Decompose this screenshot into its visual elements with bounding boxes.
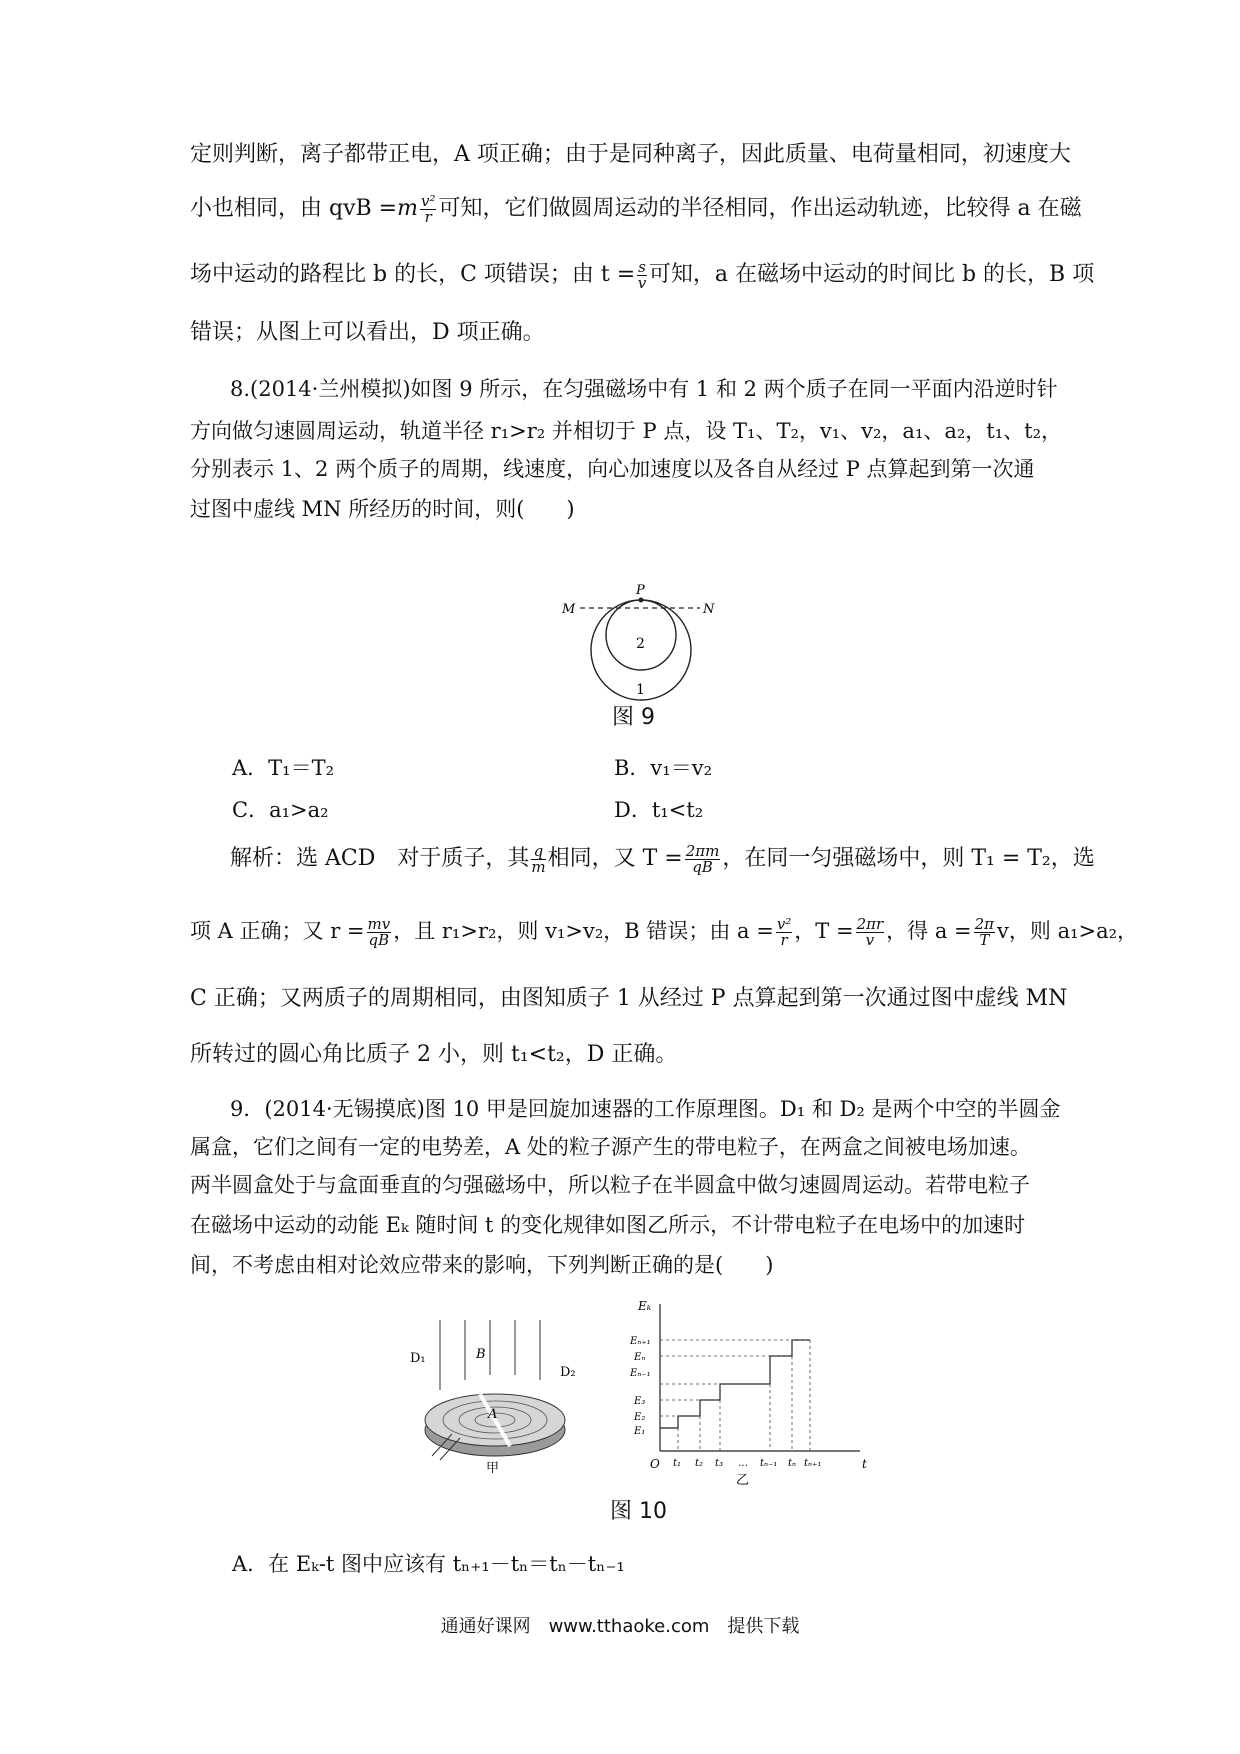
x-tick-label: tₙ	[788, 1458, 797, 1469]
q8-analysis-line-4: 所转过的圆心角比质子 2 小，则 t₁<t₂，D 正确。	[190, 1042, 678, 1067]
frac-num: s	[638, 257, 646, 276]
text: 场中运动的路程比 b 的长，C 项错误；由 t =	[190, 262, 636, 287]
fraction	[420, 191, 437, 226]
fraction	[776, 917, 793, 948]
x-tick-label: …	[738, 1458, 748, 1469]
q8-line-3: 分别表示 1、2 两个质子的周期，线速度，向心加速度以及各自从经过 P 点算起到第一次通	[190, 457, 1035, 481]
q8-option-c: C．a₁>a₂	[232, 798, 329, 822]
text: 项 A 正确；又 r =	[190, 919, 365, 943]
label-p: P	[636, 583, 645, 598]
x-tick-label: tₙ₋₁	[760, 1458, 778, 1469]
solution-line-2: 小也相同，由 qvB =m $\frac{\text{v²}}{r}$ 可知，它们做圆周运动的半径相同，作出运动轨迹，比较得 a 在磁	[190, 191, 1082, 226]
text: 相同，又 T =	[547, 846, 683, 871]
text: 可知，a 在磁场中运动的时间比 b 的长，B 项	[648, 262, 1095, 287]
fraction	[637, 257, 647, 292]
orbit-2	[606, 600, 676, 670]
frac-num: mv	[367, 915, 391, 933]
text: ，T =	[794, 919, 854, 943]
label-jia: 甲	[486, 1461, 500, 1476]
q9-line-5: 间，不考虑由相对论效应带来的影响，下列判断正确的是( )	[190, 1253, 774, 1277]
frac-den: r	[780, 931, 788, 949]
text: 可知，它们做圆周运动的半径相同，作出运动轨迹，比较得 a 在磁	[438, 196, 1082, 221]
x-tick-label: t₃	[715, 1458, 724, 1469]
frac-den: m	[531, 857, 546, 876]
label-b: B	[476, 1347, 486, 1362]
cyclotron-diagram	[410, 1320, 580, 1480]
frac-den: qB	[692, 857, 713, 876]
figure-9-circles	[560, 568, 720, 708]
frac-den: v	[637, 273, 647, 292]
solution-line-4: 错误；从图上可以看出，D 项正确。	[190, 320, 545, 345]
label-2: 2	[636, 636, 645, 652]
q8-line-4: 过图中虚线 MN 所经历的时间，则( )	[190, 497, 575, 521]
text: ，且 r₁>r₂，则 v₁>v₂，B 错误；由 a =	[393, 919, 774, 943]
page-footer: 通通好课网 www.tthaoke.com 提供下载	[440, 1616, 800, 1637]
ek-t-graph	[620, 1296, 870, 1486]
x-tick-label: t₂	[695, 1458, 704, 1469]
text: 解析：选 ACD 对于质子，其	[230, 846, 530, 871]
frac-den: qB	[368, 931, 390, 949]
x-tick-label: t₁	[673, 1458, 682, 1469]
figure-9-caption: 图 9	[612, 705, 655, 730]
origin-label: O	[650, 1457, 660, 1471]
ek-steps	[660, 1340, 810, 1428]
label-d2: D₂	[560, 1365, 576, 1380]
text: ，得 a =	[886, 919, 972, 943]
text: 小也相同，由 qvB =	[190, 196, 398, 221]
frac-num: v²	[776, 915, 792, 933]
text: v，则 a₁>a₂，	[997, 919, 1139, 943]
solution-line-3	[190, 257, 1095, 292]
q8-option-d: D．t₁<t₂	[614, 798, 704, 822]
q9-line-2: 属盒，它们之间有一定的电势差，A 处的粒子源产生的带电粒子，在两盒之间被电场加速。	[190, 1135, 1031, 1159]
label-d1: D₁	[410, 1351, 426, 1366]
point-p	[639, 598, 644, 603]
fraction	[974, 917, 995, 948]
y-tick-label: Eₙ	[634, 1352, 646, 1363]
label-yi: 乙	[736, 1473, 750, 1486]
frac-den: T	[979, 931, 990, 949]
frac-num: 2π	[974, 915, 995, 933]
y-axis-label: Eₖ	[638, 1299, 652, 1313]
frac-num: 2πr	[856, 915, 884, 933]
solution-line-1: 定则判断，离子都带正电，A 项正确；由于是同种离子，因此质量、电荷量相同，初速度大	[190, 142, 1071, 167]
frac-den: r	[424, 207, 432, 226]
fraction	[367, 917, 392, 948]
text: ，在同一匀强磁场中，则 T₁ = T₂，选	[722, 846, 1095, 871]
fraction	[531, 841, 546, 876]
label-1: 1	[636, 682, 645, 698]
label-m: M	[562, 602, 576, 617]
frac-num: 2πm	[685, 841, 720, 860]
q9-line-1: 9．(2014·无锡摸底)图 10 甲是回旋加速器的工作原理图。D₁ 和 D₂ 是两个中空的半圆金	[230, 1097, 1061, 1121]
frac-den: v	[865, 931, 875, 949]
frac-num: q	[531, 844, 545, 860]
y-tick-label: Eₙ₊₁	[630, 1336, 651, 1347]
q8-option-b: B．v₁＝v₂	[614, 756, 712, 780]
y-tick-label: E₂	[634, 1412, 646, 1423]
q9-line-4: 在磁场中运动的动能 Eₖ 随时间 t 的变化规律如图乙所示，不计带电粒子在电场中的加速时	[190, 1213, 1026, 1237]
q9-line-3: 两半圆盒处于与盒面垂直的匀强磁场中，所以粒子在半圆盒中做匀速圆周运动。若带电粒子	[190, 1173, 1030, 1197]
q9-option-a: A．在 Eₖ-t 图中应该有 tₙ₊₁－tₙ＝tₙ－tₙ₋₁	[232, 1552, 625, 1576]
figure-10-caption: 图 10	[610, 1499, 667, 1524]
x-axis-label: t	[862, 1457, 867, 1471]
q8-analysis-line-2	[190, 914, 1139, 949]
frac-num: v²	[420, 191, 436, 210]
q8-analysis-line-1	[230, 842, 1100, 876]
y-tick-label: E₃	[634, 1396, 646, 1407]
guide-lines	[660, 1340, 810, 1451]
fraction	[685, 841, 721, 876]
y-tick-label: Eₙ₋₁	[630, 1368, 651, 1379]
q8-line-2: 方向做匀速圆周运动，轨道半径 r₁>r₂ 并相切于 P 点，设 T₁、T₂，v₁、v₂，a₁、a₂，t₁、t₂，	[190, 419, 1063, 443]
q8-option-a: A．T₁＝T₂	[232, 756, 335, 780]
y-tick-labels	[629, 1336, 651, 1437]
y-tick-label: E₁	[634, 1426, 646, 1437]
fraction	[856, 917, 885, 948]
q8-line-1: 8.(2014·兰州模拟)如图 9 所示，在匀强磁场中有 1 和 2 两个质子在同一平面内沿逆时针	[230, 377, 1058, 401]
x-tick-labels	[673, 1458, 821, 1469]
q8-analysis-line-3: C 正确；又两质子的周期相同，由图知质子 1 从经过 P 点算起到第一次通过图中虚线 MN	[190, 986, 1068, 1011]
x-tick-label: tₙ₊₁	[804, 1458, 822, 1469]
label-n: N	[703, 602, 715, 617]
label-a: A	[488, 1407, 498, 1422]
